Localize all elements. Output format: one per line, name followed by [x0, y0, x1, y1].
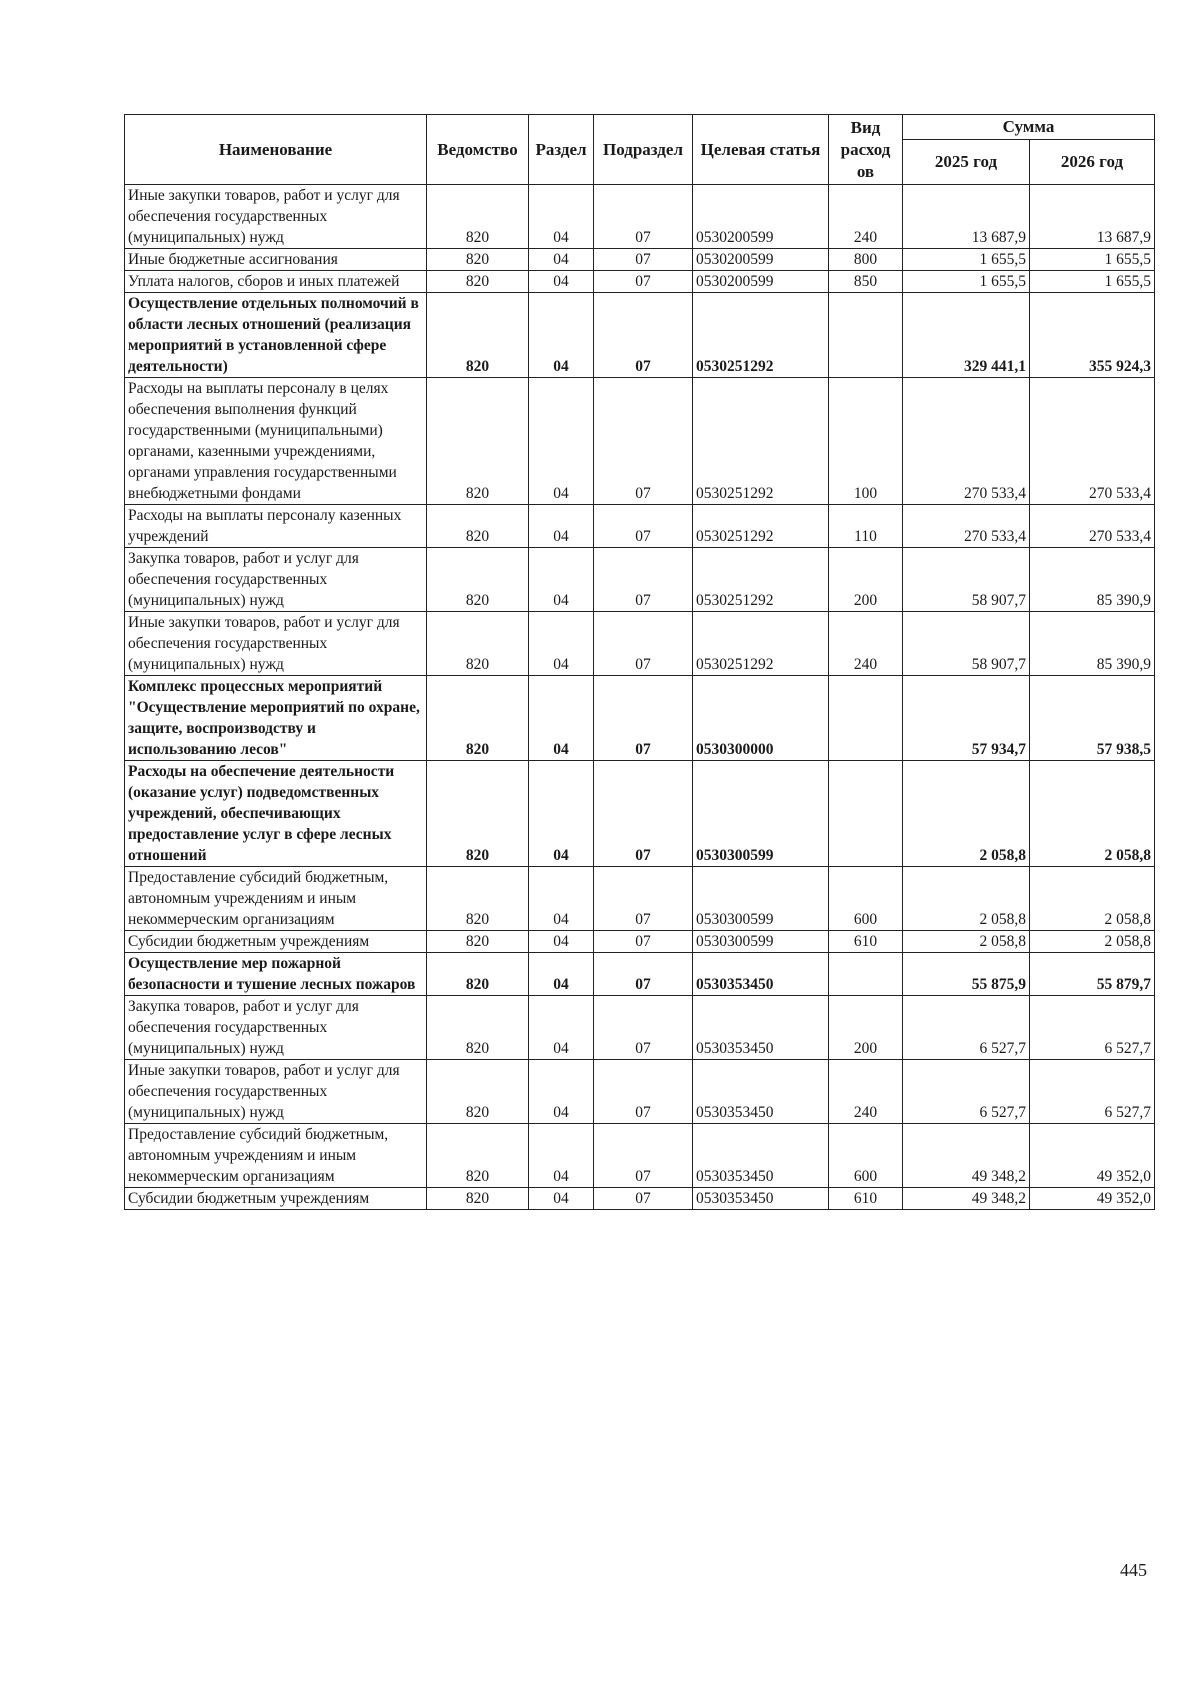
cell-2026: 355 924,3: [1030, 293, 1155, 378]
cell-name: Иные бюджетные ассигнования: [125, 249, 427, 271]
table-row: [125, 1060, 1155, 1124]
header-name: Наименование: [125, 115, 427, 185]
cell-section: 04: [529, 761, 594, 867]
cell-dept: 820: [427, 1188, 529, 1210]
cell-type: 600: [829, 1124, 903, 1188]
header-type: Вид расход ов: [829, 115, 903, 185]
cell-dept: 820: [427, 293, 529, 378]
cell-2026: 2 058,8: [1030, 931, 1155, 953]
cell-2025: 1 655,5: [903, 249, 1030, 271]
cell-2026: 2 058,8: [1030, 761, 1155, 867]
table-row: [125, 378, 1155, 505]
table-row: [125, 676, 1155, 761]
cell-section: 04: [529, 548, 594, 612]
cell-name: Субсидии бюджетным учреждениям: [125, 931, 427, 953]
cell-dept: 820: [427, 1060, 529, 1124]
cell-subsection: 07: [594, 505, 693, 548]
table-row: [125, 996, 1155, 1060]
header-dept: Ведомство: [427, 115, 529, 185]
header-section: Раздел: [529, 115, 594, 185]
cell-2026: 2 058,8: [1030, 867, 1155, 931]
cell-2026: 49 352,0: [1030, 1124, 1155, 1188]
cell-subsection: 07: [594, 676, 693, 761]
cell-2025: 55 875,9: [903, 953, 1030, 996]
cell-dept: 820: [427, 185, 529, 249]
table-body: [125, 185, 1155, 1210]
cell-type: [829, 761, 903, 867]
cell-type: [829, 293, 903, 378]
cell-subsection: 07: [594, 548, 693, 612]
cell-type: 240: [829, 1060, 903, 1124]
cell-2026: 6 527,7: [1030, 1060, 1155, 1124]
table-row: [125, 185, 1155, 249]
cell-type: 240: [829, 185, 903, 249]
cell-name: Расходы на обеспечение деятельности (оказание услуг) подведомственных учреждений, обеспечивающих предоставление услуг в сфере лесных отношений: [125, 761, 427, 867]
header-2026: 2026 год: [1030, 140, 1155, 185]
cell-section: 04: [529, 867, 594, 931]
cell-section: 04: [529, 293, 594, 378]
cell-subsection: 07: [594, 271, 693, 293]
cell-subsection: 07: [594, 867, 693, 931]
cell-section: 04: [529, 1188, 594, 1210]
cell-target: 0530251292: [693, 612, 829, 676]
cell-dept: 820: [427, 996, 529, 1060]
cell-2025: 6 527,7: [903, 1060, 1030, 1124]
cell-dept: 820: [427, 761, 529, 867]
cell-target: 0530353450: [693, 1060, 829, 1124]
table-row: [125, 931, 1155, 953]
cell-2026: 1 655,5: [1030, 271, 1155, 293]
cell-name: Субсидии бюджетным учреждениям: [125, 1188, 427, 1210]
cell-2025: 2 058,8: [903, 867, 1030, 931]
cell-2025: 270 533,4: [903, 378, 1030, 505]
cell-target: 0530251292: [693, 293, 829, 378]
cell-name: Иные закупки товаров, работ и услуг для обеспечения государственных (муниципальных) нужд: [125, 612, 427, 676]
cell-target: 0530353450: [693, 1188, 829, 1210]
cell-name: Уплата налогов, сборов и иных платежей: [125, 271, 427, 293]
cell-name: Предоставление субсидий бюджетным, автономным учреждениям и иным некоммерческим организациям: [125, 1124, 427, 1188]
cell-subsection: 07: [594, 1060, 693, 1124]
cell-2026: 49 352,0: [1030, 1188, 1155, 1210]
cell-target: 0530353450: [693, 953, 829, 996]
cell-name: Иные закупки товаров, работ и услуг для обеспечения государственных (муниципальных) нужд: [125, 185, 427, 249]
cell-dept: 820: [427, 271, 529, 293]
cell-section: 04: [529, 931, 594, 953]
cell-section: 04: [529, 612, 594, 676]
cell-target: 0530200599: [693, 249, 829, 271]
cell-target: 0530251292: [693, 378, 829, 505]
cell-name: Расходы на выплаты персоналу казенных учреждений: [125, 505, 427, 548]
cell-2026: 270 533,4: [1030, 505, 1155, 548]
cell-2025: 2 058,8: [903, 931, 1030, 953]
cell-dept: 820: [427, 953, 529, 996]
cell-type: [829, 953, 903, 996]
cell-name: Комплекс процессных мероприятий "Осуществление мероприятий по охране, защите, воспроизводству и использованию лесов": [125, 676, 427, 761]
cell-subsection: 07: [594, 953, 693, 996]
cell-name: Расходы на выплаты персоналу в целях обеспечения выполнения функций государственными (муниципальными) органами, казенными учреждениями, органами управления государственными внебюджетными фондами: [125, 378, 427, 505]
table-row: [125, 953, 1155, 996]
cell-2025: 270 533,4: [903, 505, 1030, 548]
cell-2026: 55 879,7: [1030, 953, 1155, 996]
cell-name: Закупка товаров, работ и услуг для обеспечения государственных (муниципальных) нужд: [125, 996, 427, 1060]
cell-2025: 49 348,2: [903, 1188, 1030, 1210]
cell-subsection: 07: [594, 185, 693, 249]
cell-type: 110: [829, 505, 903, 548]
cell-subsection: 07: [594, 761, 693, 867]
cell-type: 240: [829, 612, 903, 676]
cell-subsection: 07: [594, 996, 693, 1060]
cell-target: 0530200599: [693, 271, 829, 293]
cell-2026: 13 687,9: [1030, 185, 1155, 249]
cell-2025: 58 907,7: [903, 548, 1030, 612]
cell-subsection: 07: [594, 1188, 693, 1210]
cell-section: 04: [529, 676, 594, 761]
cell-type: 800: [829, 249, 903, 271]
cell-dept: 820: [427, 505, 529, 548]
cell-target: 0530200599: [693, 185, 829, 249]
cell-subsection: 07: [594, 293, 693, 378]
cell-name: Закупка товаров, работ и услуг для обеспечения государственных (муниципальных) нужд: [125, 548, 427, 612]
budget-table: [124, 114, 1155, 1210]
cell-2025: 329 441,1: [903, 293, 1030, 378]
cell-2025: 57 934,7: [903, 676, 1030, 761]
cell-target: 0530251292: [693, 505, 829, 548]
cell-dept: 820: [427, 378, 529, 505]
cell-subsection: 07: [594, 612, 693, 676]
table-row: [125, 249, 1155, 271]
cell-subsection: 07: [594, 249, 693, 271]
cell-2025: 58 907,7: [903, 612, 1030, 676]
table-row: [125, 761, 1155, 867]
cell-subsection: 07: [594, 378, 693, 505]
cell-2026: 85 390,9: [1030, 612, 1155, 676]
cell-section: 04: [529, 1124, 594, 1188]
cell-name: Предоставление субсидий бюджетным, автономным учреждениям и иным некоммерческим организациям: [125, 867, 427, 931]
cell-dept: 820: [427, 931, 529, 953]
cell-type: 200: [829, 996, 903, 1060]
cell-2026: 6 527,7: [1030, 996, 1155, 1060]
cell-section: 04: [529, 953, 594, 996]
cell-target: 0530353450: [693, 996, 829, 1060]
cell-name: Осуществление мер пожарной безопасности и тушение лесных пожаров: [125, 953, 427, 996]
table-row: [125, 867, 1155, 931]
cell-target: 0530300599: [693, 761, 829, 867]
page-number: 445: [1120, 1560, 1147, 1580]
cell-2025: 2 058,8: [903, 761, 1030, 867]
table-row: [125, 293, 1155, 378]
cell-section: 04: [529, 996, 594, 1060]
cell-name: Осуществление отдельных полномочий в области лесных отношений (реализация мероприятий в установленной сфере деятельности): [125, 293, 427, 378]
cell-2026: 1 655,5: [1030, 249, 1155, 271]
cell-target: 0530300000: [693, 676, 829, 761]
table-row: [125, 271, 1155, 293]
cell-target: 0530353450: [693, 1124, 829, 1188]
cell-section: 04: [529, 185, 594, 249]
cell-2025: 6 527,7: [903, 996, 1030, 1060]
cell-target: 0530300599: [693, 931, 829, 953]
cell-2026: 270 533,4: [1030, 378, 1155, 505]
header-target: Целевая статья: [693, 115, 829, 185]
cell-dept: 820: [427, 1124, 529, 1188]
cell-type: 610: [829, 931, 903, 953]
cell-section: 04: [529, 271, 594, 293]
cell-section: 04: [529, 249, 594, 271]
cell-type: [829, 676, 903, 761]
cell-dept: 820: [427, 249, 529, 271]
cell-dept: 820: [427, 612, 529, 676]
cell-2026: 57 938,5: [1030, 676, 1155, 761]
cell-dept: 820: [427, 548, 529, 612]
header-subsection: Подраздел: [594, 115, 693, 185]
table-row: [125, 505, 1155, 548]
cell-section: 04: [529, 1060, 594, 1124]
table-row: [125, 1188, 1155, 1210]
cell-target: 0530251292: [693, 548, 829, 612]
cell-target: 0530300599: [693, 867, 829, 931]
cell-section: 04: [529, 378, 594, 505]
cell-dept: 820: [427, 867, 529, 931]
cell-2026: 85 390,9: [1030, 548, 1155, 612]
header-2025: 2025 год: [903, 140, 1030, 185]
cell-type: 610: [829, 1188, 903, 1210]
cell-2025: 13 687,9: [903, 185, 1030, 249]
cell-section: 04: [529, 505, 594, 548]
table-row: [125, 1124, 1155, 1188]
table-row: [125, 612, 1155, 676]
table-row: [125, 548, 1155, 612]
cell-subsection: 07: [594, 1124, 693, 1188]
cell-dept: 820: [427, 676, 529, 761]
cell-type: 850: [829, 271, 903, 293]
cell-2025: 1 655,5: [903, 271, 1030, 293]
header-sum: Сумма: [903, 115, 1155, 140]
cell-2025: 49 348,2: [903, 1124, 1030, 1188]
cell-type: 600: [829, 867, 903, 931]
cell-subsection: 07: [594, 931, 693, 953]
cell-type: 100: [829, 378, 903, 505]
cell-type: 200: [829, 548, 903, 612]
cell-name: Иные закупки товаров, работ и услуг для обеспечения государственных (муниципальных) нужд: [125, 1060, 427, 1124]
